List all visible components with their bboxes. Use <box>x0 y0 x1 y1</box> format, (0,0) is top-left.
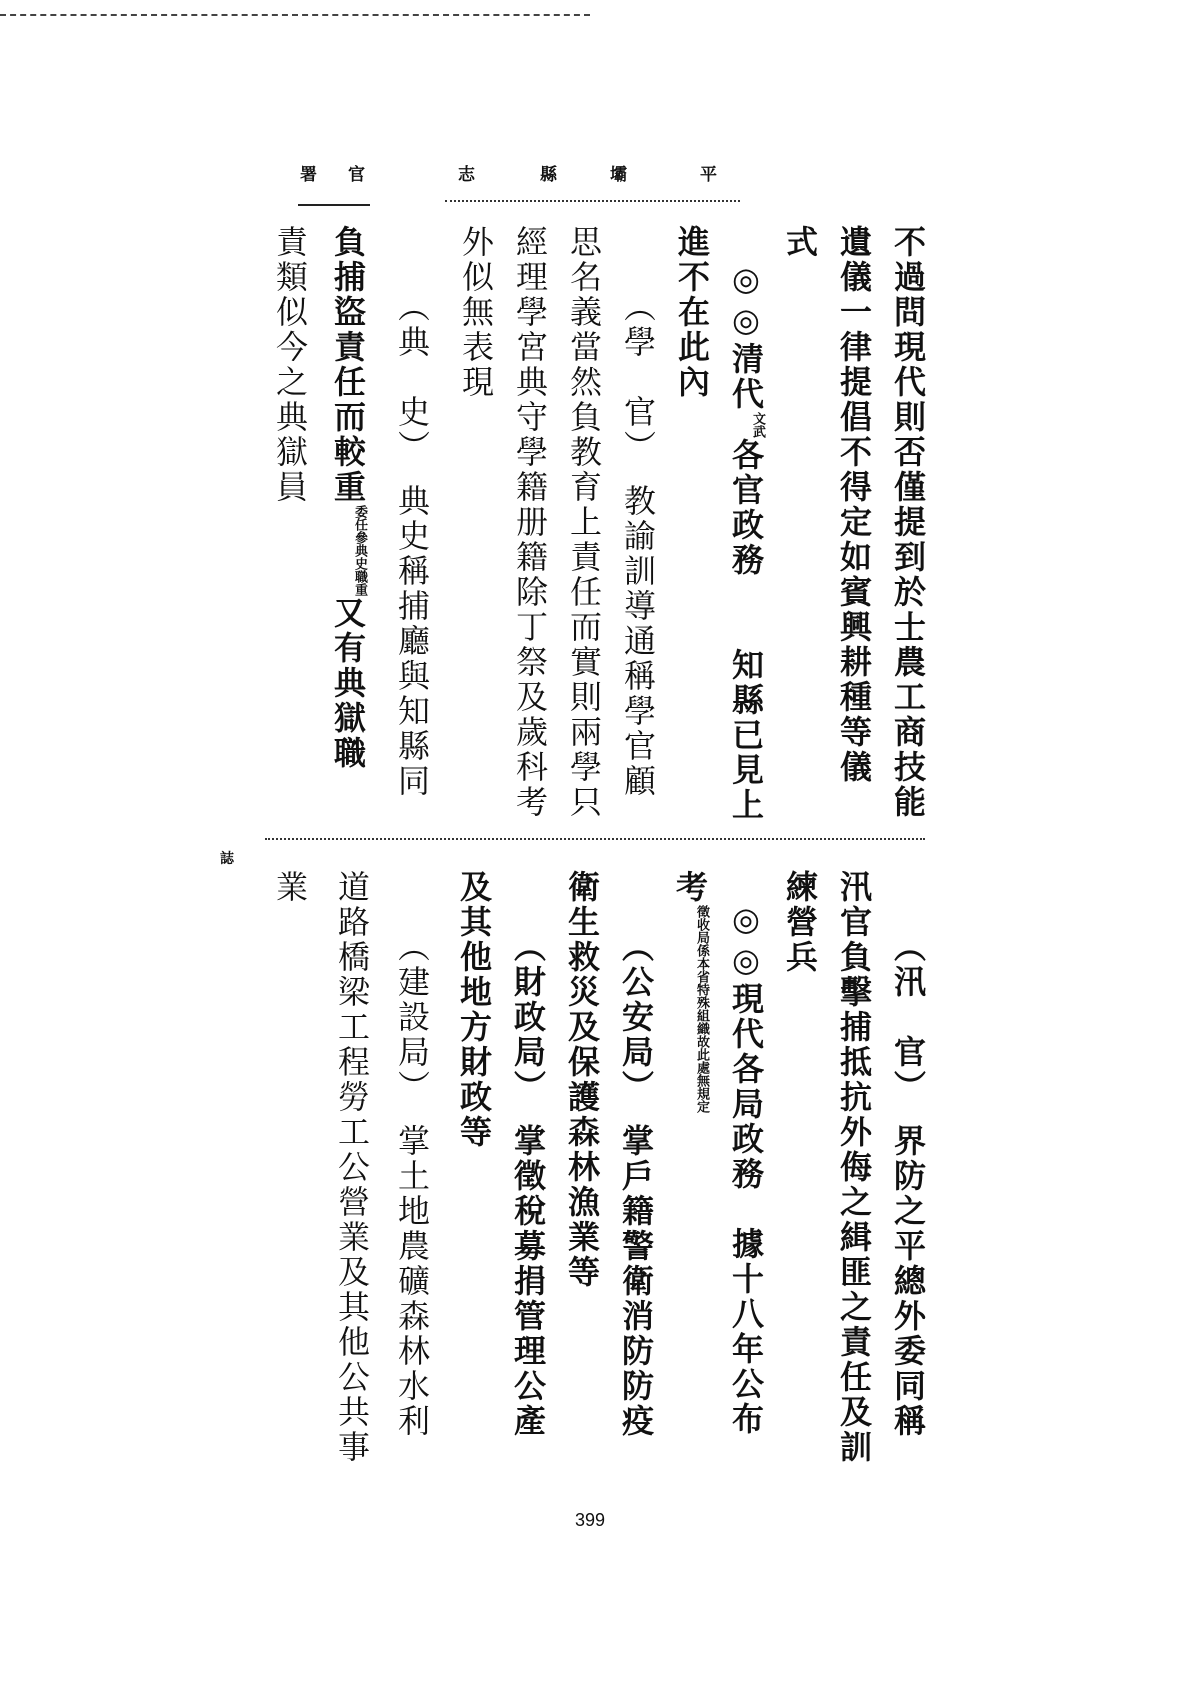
page-number: 399 <box>575 1510 606 1530</box>
text-column: （公安局） 掌戶籍警衛消防防疫 <box>617 930 655 1439</box>
text-column: 思名義當然負教育上責任而實則兩學只 <box>565 225 603 820</box>
text-column: 經理學宮典守學籍册籍除丁祭及歲科考 <box>511 225 549 820</box>
text-column: 考徵收局係本省特殊組織故此處無規定 <box>671 870 709 1113</box>
text-column: 外似無表現 <box>457 225 495 400</box>
header-char: 志 <box>458 165 475 185</box>
text-column: ◎◎現代各局政務 據十八年公布 <box>727 900 765 1437</box>
header-char: 縣 <box>540 165 557 185</box>
header-rule-left <box>298 204 370 206</box>
text-column: 遺儀一律提倡不得定如賓興耕種等儀 <box>835 225 873 785</box>
text-column: 式 <box>781 225 819 260</box>
text-column: 不過問現代則否僅提到於士農工商技能 <box>889 225 927 820</box>
text-column: （財政局） 掌徵稅募捐管理公產 <box>509 930 547 1439</box>
running-header <box>0 160 1189 188</box>
text-column: （汛 官） 界防之平總外委同稱 <box>889 930 927 1439</box>
text-column: （建設局） 掌土地農礦森林水利 <box>393 930 431 1439</box>
annotation-note: 徵收局係本省特殊組織故此處無規定 <box>694 905 709 1113</box>
header-char: 官 <box>348 165 365 185</box>
margin-mark: 誌 <box>220 851 234 867</box>
text-column: 進不在此內 <box>673 225 711 400</box>
header-rule-right <box>445 200 740 202</box>
text-column: 練營兵 <box>781 870 819 975</box>
text-column: （典 史） 典史稱捕廳與知縣同 <box>393 290 431 799</box>
header-char: 壩 <box>610 165 627 185</box>
text-column: 道路橋梁工程勞工公營業及其他公共事 <box>333 870 371 1465</box>
text-column: 責類似今之典獄員 <box>271 225 309 505</box>
header-char: 平 <box>700 165 717 185</box>
middle-rule <box>265 838 925 840</box>
text-column: ◎◎清代文武各官政務 知縣已見上 <box>727 260 765 823</box>
top-dashed-rule <box>0 14 590 16</box>
text-column: 汛官負擊捕抵抗外侮之緝匪之責任及訓 <box>835 870 873 1465</box>
text-column: 負捕盜責任而較重委任參典史職重又有典獄職 <box>329 225 367 771</box>
text-column: 及其他地方財政等 <box>455 870 493 1150</box>
annotation-note: 文武 <box>750 412 765 438</box>
annotation-note: 委任參典史職重 <box>352 505 367 596</box>
text-column: 業 <box>271 870 309 905</box>
header-char: 署 <box>300 165 317 185</box>
text-column: （學 官） 教諭訓導通稱學官顧 <box>619 290 657 799</box>
text-column: 衛生救災及保護森林漁業等 <box>563 870 601 1290</box>
